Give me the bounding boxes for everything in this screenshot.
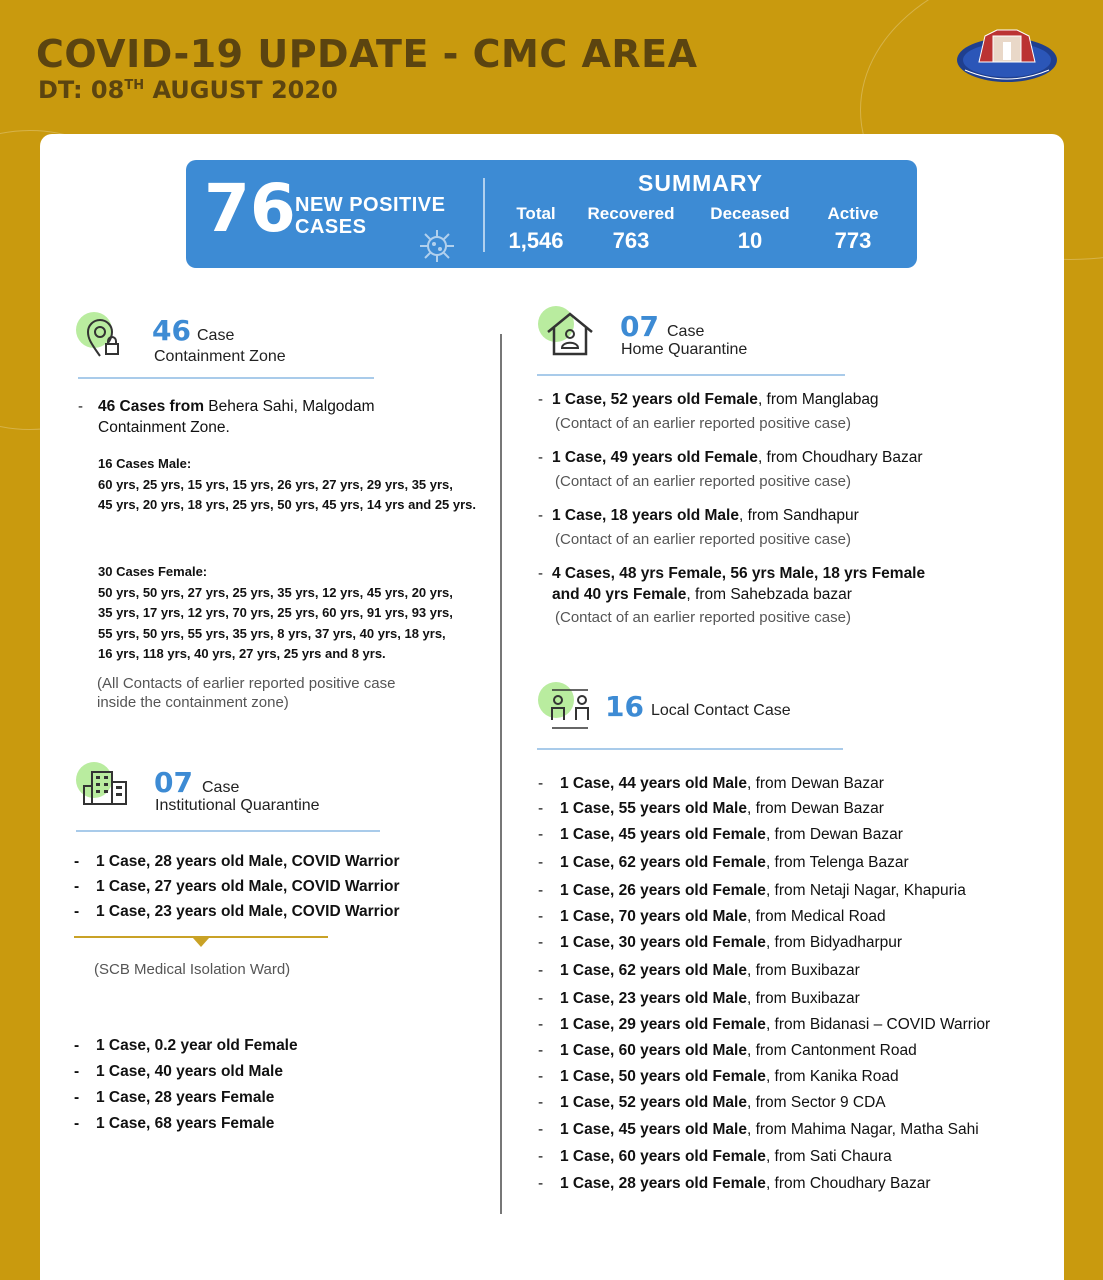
- summary-title: SUMMARY: [638, 170, 763, 196]
- containment-unit: Case: [197, 327, 235, 344]
- male-cases-block: 16 Cases Male: 60 yrs, 25 yrs, 15 yrs, 15 yrs, 26 yrs, 27 yrs, 29 yrs, 35 yrs, 45 yrs, 20 yrs, 18 yrs, 25 yrs, 50 yrs, 45 yrs, 14 yrs and 25 yrs.: [98, 456, 477, 512]
- list-item: - 1 Case, 40 years old Male: [74, 1059, 298, 1085]
- institutional-rule: [76, 830, 380, 832]
- home-entry-1-note: (Contact of an earlier reported positive case): [555, 415, 851, 432]
- list-item: - 1 Case, 60 years old Female, from Sati Chaura: [538, 1148, 892, 1166]
- list-item: - 1 Case, 26 years old Female, from Netaji Nagar, Khapuria: [538, 882, 966, 900]
- list-item: - 1 Case, 28 years old Female, from Choudhary Bazar: [538, 1175, 930, 1193]
- institutional-list-2: [74, 1033, 298, 1137]
- institutional-unit: Case: [202, 779, 240, 796]
- home-entry-2-note: (Contact of an earlier reported positive case): [555, 473, 851, 490]
- ward-divider-arrow: [193, 938, 209, 947]
- home-entry-2: 1 Case, 49 years old Female, from Choudhary Bazar: [552, 449, 923, 466]
- virus-icon: [414, 226, 460, 266]
- home-entry-4: 4 Cases, 48 yrs Female, 56 yrs Male, 18 yrs Female: [552, 565, 926, 582]
- stat-total: Total 1,546: [508, 204, 564, 253]
- list-item: - 1 Case, 30 years old Female, from Bidyadharpur: [538, 934, 902, 952]
- contact-people-icon: [538, 682, 590, 730]
- home-icon: [538, 306, 590, 354]
- institutional-count: 07: [154, 766, 193, 799]
- summary-banner: [186, 160, 917, 268]
- home-entry-3: 1 Case, 18 years old Male, from Sandhapur: [552, 507, 859, 524]
- new-cases-count: 76: [204, 170, 296, 247]
- list-item: - 1 Case, 55 years old Male, from Dewan Bazar: [538, 800, 884, 818]
- home-entry-3-note: (Contact of an earlier reported positive case): [555, 531, 851, 548]
- list-item: - 1 Case, 45 years old Male, from Mahima Nagar, Matha Sahi: [538, 1121, 979, 1139]
- home-entry-4-note: (Contact of an earlier reported positive case): [555, 609, 851, 626]
- list-item: - 1 Case, 68 years Female: [74, 1111, 298, 1137]
- location-lock-icon: [76, 312, 128, 360]
- home-entry-4-cont: and 40 yrs Female, from Sahebzada bazar: [552, 586, 852, 603]
- list-item: - 1 Case, 52 years old Male, from Sector 9 CDA: [538, 1094, 886, 1112]
- stat-deceased: Deceased 10: [710, 204, 790, 253]
- banner-divider: [483, 178, 485, 252]
- list-item: - 1 Case, 62 years old Male, from Buxibazar: [538, 962, 860, 980]
- list-dash: -: [538, 507, 543, 524]
- list-item: - 1 Case, 28 years old Male, COVID Warrior: [74, 849, 400, 874]
- home-entry-1: 1 Case, 52 years old Female, from Manglabag: [552, 391, 879, 408]
- home-unit: Case: [667, 323, 705, 340]
- home-count: 07: [620, 310, 659, 343]
- list-item: - 1 Case, 60 years old Male, from Cantonment Road: [538, 1042, 917, 1060]
- cmc-logo: [955, 22, 1059, 94]
- containment-note: (All Contacts of earlier reported positive case inside the containment zone): [97, 675, 396, 711]
- list-dash: -: [538, 565, 543, 582]
- female-cases-block: 30 Cases Female: 50 yrs, 50 yrs, 27 yrs, 25 yrs, 35 yrs, 12 yrs, 45 yrs, 20 yrs, 35 yrs, 17 yrs, 12 yrs, 70 yrs, 25 yrs, 60 yrs, 91 yrs, 93 yrs, 55 yrs, 50 yrs, 55 yrs, 35 yrs, 8 yrs, 37 yrs, 40 yrs, 18 yrs, 16 yrs, 118 yrs, 40 yrs, 27 yrs, 25 yrs and 8 yrs.: [98, 564, 453, 661]
- list-item: - 1 Case, 28 years Female: [74, 1085, 298, 1111]
- containment-lead: 46 Cases from Behera Sahi, Malgodam: [98, 398, 375, 415]
- list-item: - 1 Case, 44 years old Male, from Dewan Bazar: [538, 775, 884, 793]
- containment-lead-cont: Containment Zone.: [98, 419, 230, 436]
- local-title: Local Contact Case: [651, 702, 791, 719]
- containment-count: 46: [152, 314, 191, 347]
- list-item: - 1 Case, 23 years old Male, COVID Warrior: [74, 899, 400, 924]
- stat-active: Active 773: [827, 204, 879, 253]
- list-dash: -: [78, 398, 83, 415]
- institutional-list: [74, 849, 400, 924]
- containment-title: Containment Zone: [154, 348, 286, 365]
- list-dash: -: [538, 391, 543, 408]
- home-title: Home Quarantine: [621, 341, 748, 358]
- content-card: [40, 134, 1064, 1280]
- list-item: - 1 Case, 27 years old Male, COVID Warrior: [74, 874, 400, 899]
- list-item: - 1 Case, 45 years old Female, from Dewan Bazar: [538, 826, 903, 844]
- list-item: - 1 Case, 23 years old Male, from Buxibazar: [538, 990, 860, 1008]
- home-rule: [537, 374, 845, 376]
- institutional-title: Institutional Quarantine: [155, 797, 320, 814]
- list-item: - 1 Case, 50 years old Female, from Kanika Road: [538, 1068, 899, 1086]
- list-item: - 1 Case, 62 years old Female, from Telenga Bazar: [538, 854, 909, 872]
- list-item: - 1 Case, 29 years old Female, from Bidanasi – COVID Warrior: [538, 1016, 990, 1034]
- list-dash: -: [538, 449, 543, 466]
- containment-rule: [78, 377, 374, 379]
- new-cases-label: NEW POSITIVE CASES: [295, 194, 446, 238]
- page-title: COVID-19 UPDATE - CMC AREA: [36, 32, 698, 76]
- stat-recovered: Recovered 763: [587, 204, 675, 253]
- list-item: - 1 Case, 70 years old Male, from Medical Road: [538, 908, 886, 926]
- page-date: DT: 08TH AUGUST 2020: [38, 76, 338, 104]
- local-rule: [537, 748, 843, 750]
- building-icon: [76, 762, 128, 810]
- ward-label: (SCB Medical Isolation Ward): [94, 961, 291, 978]
- local-count: 16: [605, 690, 644, 723]
- column-divider: [500, 334, 502, 1214]
- list-item: - 1 Case, 0.2 year old Female: [74, 1033, 298, 1059]
